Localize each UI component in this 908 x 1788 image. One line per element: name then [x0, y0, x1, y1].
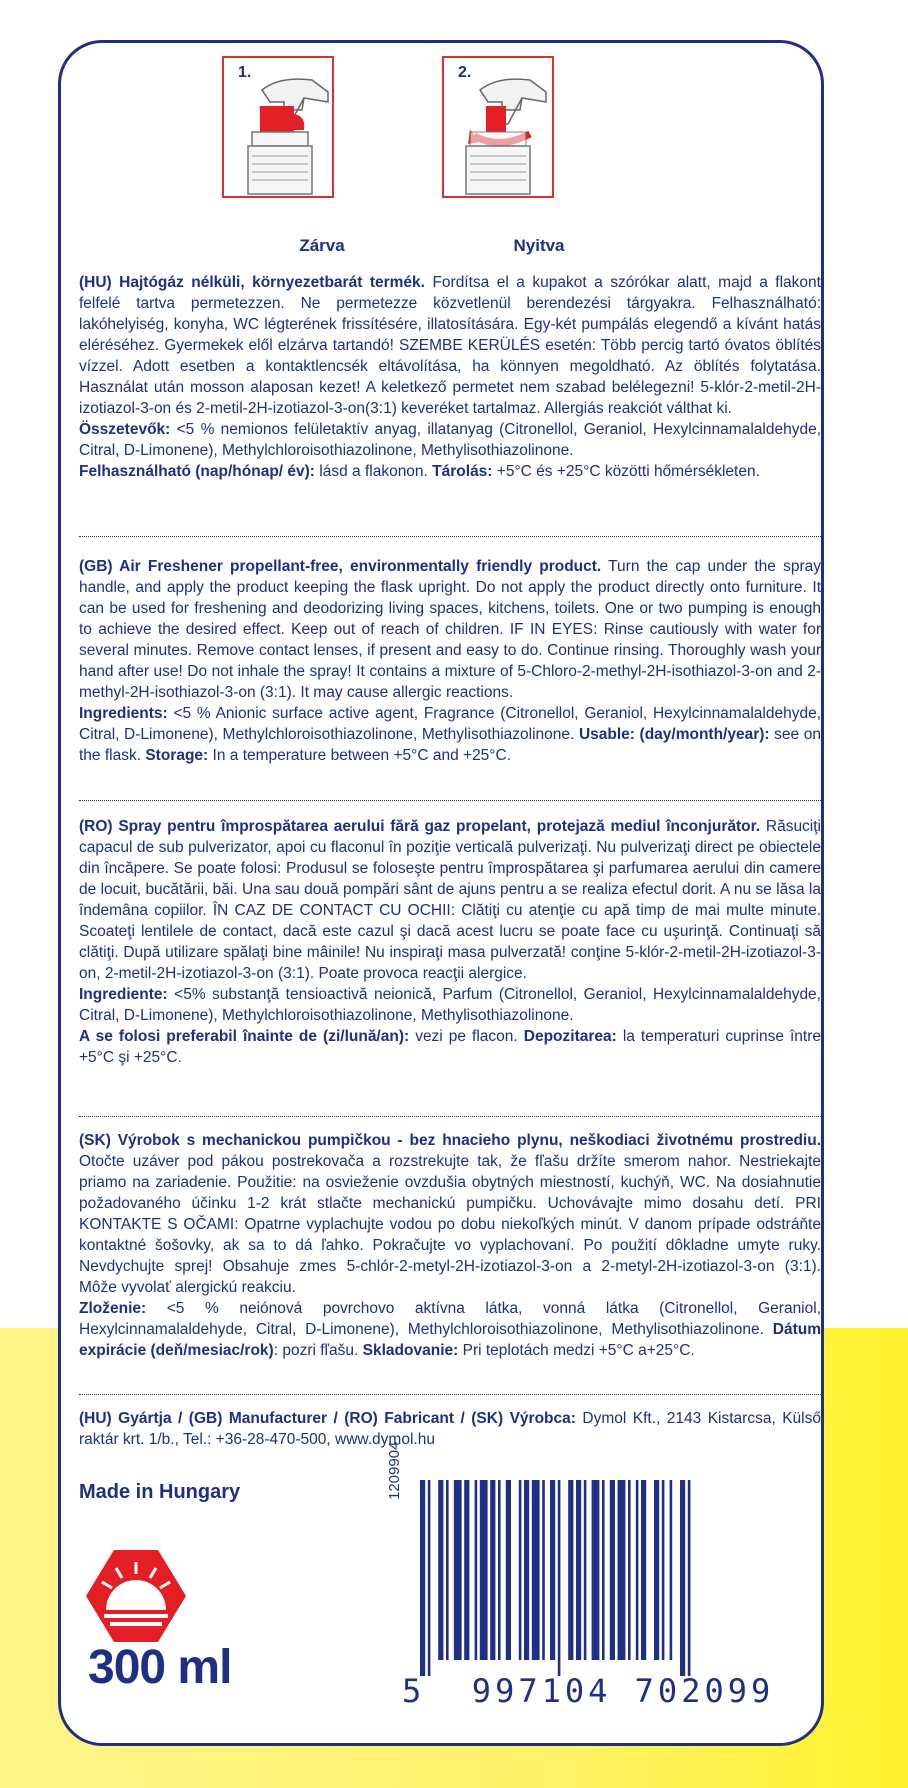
barcode-bar [428, 1480, 431, 1676]
hu-ingredients-label: Összetevők: [79, 421, 171, 438]
sk-ingredients-label: Zloženie: [79, 1300, 147, 1317]
manufacturer-label: (HU) Gyártja / (GB) Manufacturer / (RO) Fabricant / (SK) Výrobca: [79, 1410, 576, 1427]
barcode-bar [636, 1480, 639, 1660]
barcode-bar [420, 1480, 425, 1676]
barcode-bar [524, 1480, 529, 1660]
ean-digits [402, 1672, 774, 1710]
barcode-bar [454, 1480, 462, 1660]
section-divider [79, 1394, 821, 1395]
barcode-bar [542, 1480, 545, 1660]
step-number: 2. [458, 64, 472, 81]
gb-usable-label: Usable: (day/month/year): [578, 726, 770, 743]
sk-body: Otočte uzáver pod pákou postrekovača a rozstrekujte tak, že fľašu držíte smerom nahor. Nestriekajte priamo na zariadenie. Použitie: na osvieženie ovzdušia obytných miestností, kuchýň, WC. Na dosiahnutie požadovaného účinku 1-2 krát stlačte mechanickú pumpičku. Uchovávajte mimo dosahu detí. PRI KONTAKTE S OČAMI: Opatrne vyplachujte vodou po dobu niekoľkých minút. V danom prípade odstráňte kontaktné šošovky, ak sa to dá ľahko. Pokračujte vo vyplachovaní. Po použití dôkladne umyte ruky. Nevdychujte sprej! Obsahuje zmes 5-chlór-2-metyl-2H-izotiazol-3-on a 2-metyl-2H-izotiazol-3-on (3:1). Môže vyvolať alergickú reakciu. [79, 1153, 821, 1296]
sk-title: (SK) Výrobok s mechanickou pumpičkou - bez hnacieho plynu, neškodiaci životnému prostrediu. [79, 1132, 821, 1149]
sk-storage: Pri teplotách medzi +5°C a+25°C. [462, 1342, 695, 1359]
ean-left-group: 997104 [471, 1672, 612, 1710]
gb-section [79, 556, 821, 766]
barcode-bar [446, 1480, 449, 1660]
product-code: 1209904 [386, 1441, 403, 1500]
ro-title: (RO) Spray pentru împrospătarea aerului fără gaz propelant, protejază mediul înconjurător. [79, 818, 761, 835]
step-open-caption: Nyitva [513, 236, 565, 255]
ro-usable-label: A se folosi preferabil înainte de (zi/lună/an): [79, 1028, 410, 1045]
barcode-bar [688, 1480, 691, 1676]
step-closed-box [222, 56, 334, 198]
ro-ingredients-label: Ingrediente: [79, 986, 168, 1003]
hu-title: (HU) Hajtógáz nélküli, környezetbarát termék. [79, 274, 425, 291]
gb-ingredients-label: Ingredients: [79, 705, 168, 722]
sk-usable-label: Dátum expirácie (deň/mesiac/rok) [79, 1321, 821, 1359]
ro-storage: la temperaturi cuprinse între +5°C şi +25°C. [79, 1028, 821, 1066]
hu-storage: +5°C és +25°C közötti hőmérsékleten. [496, 463, 760, 480]
barcode-bar [602, 1480, 605, 1660]
barcode-bar [641, 1480, 646, 1660]
step-closed-caption: Zárva [299, 236, 345, 255]
barcode-bar [490, 1480, 495, 1660]
ean-barcode [420, 1480, 780, 1680]
hu-usable: lásd a flakonon. [319, 463, 428, 480]
barcode-bar [532, 1480, 540, 1660]
open-trigger-sprayer-icon [444, 58, 552, 196]
barcode-bar [592, 1480, 600, 1660]
gb-storage-label: Storage: [145, 747, 209, 764]
hu-section [79, 272, 821, 482]
barcode-bar [558, 1480, 561, 1676]
closed-trigger-sprayer-icon [224, 58, 332, 196]
barcode-bar [506, 1480, 511, 1660]
sk-ingredients: <5 % neiónová povrchovo aktívna látka, vonná látka (Citronellol, Geraniol, Hexylcinnamalaldehyde, Citral, D-Limonene), Methylchloroisothiazolinone, Methylisothiazolinone. [79, 1300, 821, 1338]
volume-text: 300 ml [88, 1641, 232, 1694]
barcode-bar [519, 1480, 522, 1660]
barcode-bar [610, 1480, 615, 1660]
section-divider [79, 800, 821, 801]
barcode-bar [550, 1480, 555, 1660]
ro-body: Răsuciţi capacul de sub pulverizator, apoi cu flaconul în poziţie verticală pulverizaţi. Nu pulverizaţi direct pe obiectele din încăpere. Se poate folosi: Produsul se foloseşte pentru împrospătarea şi parfumarea aerului din camere de locuit, bucătării, băi. Una sau două pompări sânt de ajuns pentru a se realiza efectul dorit. A nu se lăsa la îndemâna copiilor. ÎN CAZ DE CONTACT CU OCHII: Clătiţi cu atenţie cu apă timp de mai multe minute. Scoateţi lentilele de contact, dacă este cazul şi dacă acest lucru se poate face cu uşurinţă. Continuaţi să clătiţi. După utilizare spălaţi bine mâinile! Nu inspiraţi masa pulverzată! conţine 5-klór-2-metil-2H-izotiazol-3-on, 2-metil-2H-izotiazol-3-on (3:1). Poate provoca reacţii alergice. [79, 818, 822, 982]
barcode-bar [654, 1480, 659, 1660]
gb-title: (GB) Air Freshener propellant-free, environmentally friendly product. [79, 558, 602, 575]
barcode-bar [480, 1480, 488, 1660]
ean-first-digit: 5 [402, 1672, 426, 1710]
barcode-bar [680, 1480, 685, 1676]
section-divider [79, 536, 821, 537]
gb-ingredients: <5 % Anionic surface active agent, Fragrance (Citronellol, Geraniol, Hexylcinnamalaldehyde, Citral, D-Limonene), Methylchloroisothiazolinone, Methylisothiazolinone. [79, 705, 822, 743]
ro-section [79, 816, 821, 1068]
gb-body: Turn the cap under the spray handle, and apply the product keeping the flask upright. Do not apply the product directly onto furniture. It can be used for freshening and deodorizing living spaces, kitchens, toilets. One or two pumping is enough to achieve the desired effect. Keep out of reach of children. IF IN EYES: Rinse cautiously with water for several minutes. Remove contact lenses, if present and easy to do. Continue rinsing. Thoroughly wash your hand after use! Do not inhale the spray! It contains a mixture of 5-Chloro-2-methyl-2H-isothiazol-3-on and 2-methyl-2H-isothiazol-3-on (3:1). It may cause allergic reactions. [79, 558, 821, 701]
hu-storage-label: Tárolás: [432, 463, 493, 480]
ro-usable: vezi pe flacon. [415, 1028, 518, 1045]
barcode-bar [670, 1480, 673, 1660]
barcode-bar [628, 1480, 631, 1660]
barcode-bar [464, 1480, 469, 1660]
made-in-text: Made in Hungary [79, 1481, 241, 1503]
sk-usable: : pozri fľašu. [273, 1342, 359, 1359]
step-open-box [442, 56, 554, 198]
manufacturer-details: Dymol Kft., 2143 Kistarcsa, Külső raktár krt. 1/b., Tel.: +36-28-470-500, www.dymol.hu [79, 1410, 821, 1448]
barcode-bar [576, 1480, 581, 1660]
manufacturer-section [79, 1408, 821, 1450]
sk-storage-label: Skladovanie: [362, 1342, 459, 1359]
barcode-bar [662, 1480, 665, 1660]
ro-ingredients: <5% substanţă tensioactivă neionică, Parfum (Citronellol, Geraniol, Hexylcinnamalaldehyde, Citral, D-Limonene), Methylchloroisothiazolinone, Methylisothiazolinone. [79, 986, 821, 1024]
step-number: 1. [238, 64, 252, 81]
gb-usable: see on the flask. [79, 726, 821, 764]
hu-usable-label: Felhasználható (nap/hónap/ év): [79, 463, 315, 480]
gb-storage: In a temperature between +5°C and +25°C. [212, 747, 512, 764]
barcode-bar [498, 1480, 501, 1660]
barcode-bar [618, 1480, 626, 1660]
sk-section [79, 1130, 821, 1361]
hu-body: Fordítsa el a kupakot a szórókar alatt, majd a flakont felfelé tartva permetezzen. Ne permetezze közvetlenül berendezési tárgyakra. Felhasználható: lakóhelyiség, konyha, WC légterének frissítésére, illatosítására. Egy-két pumpálás elegendő a kívánt hatás eléréséhez. Gyermekek elől elzárva tartandó! SZEMBE KERÜLÉS esetén: Több percig tartó óvatos öblítés vízzel. Adott esetben a kontaktlencsék eltávolítása, ha könnyen megoldható. Az öblítés folytatása. Használat után mosson alaposan kezet! A keletkező permetet nem szabad belélegezni! 5-klór-2-metil-2H-izotiazol-3-on és 2-metil-2H-izotiazol-3-on(3:1) keveréket tartalmaz. Allergiás reakciót válthat ki. [79, 274, 821, 417]
ro-storage-label: Depozitarea: [523, 1028, 617, 1045]
ean-right-group: 702099 [634, 1672, 775, 1710]
barcode-bar [475, 1480, 478, 1660]
barcode-bar [438, 1480, 443, 1660]
barcode-bar [584, 1480, 587, 1660]
section-divider [79, 1116, 821, 1117]
barcode-bar [568, 1480, 573, 1660]
hu-ingredients: <5 % nemionos felületaktív anyag, illatanyag (Citronellol, Geraniol, Hexylcinnamalaldehyde, Citral, D-Limonene), Methylchloroisothiazolinone, Methylisothiazolinone. [79, 421, 821, 459]
sunrise-logo-icon [84, 1548, 188, 1644]
